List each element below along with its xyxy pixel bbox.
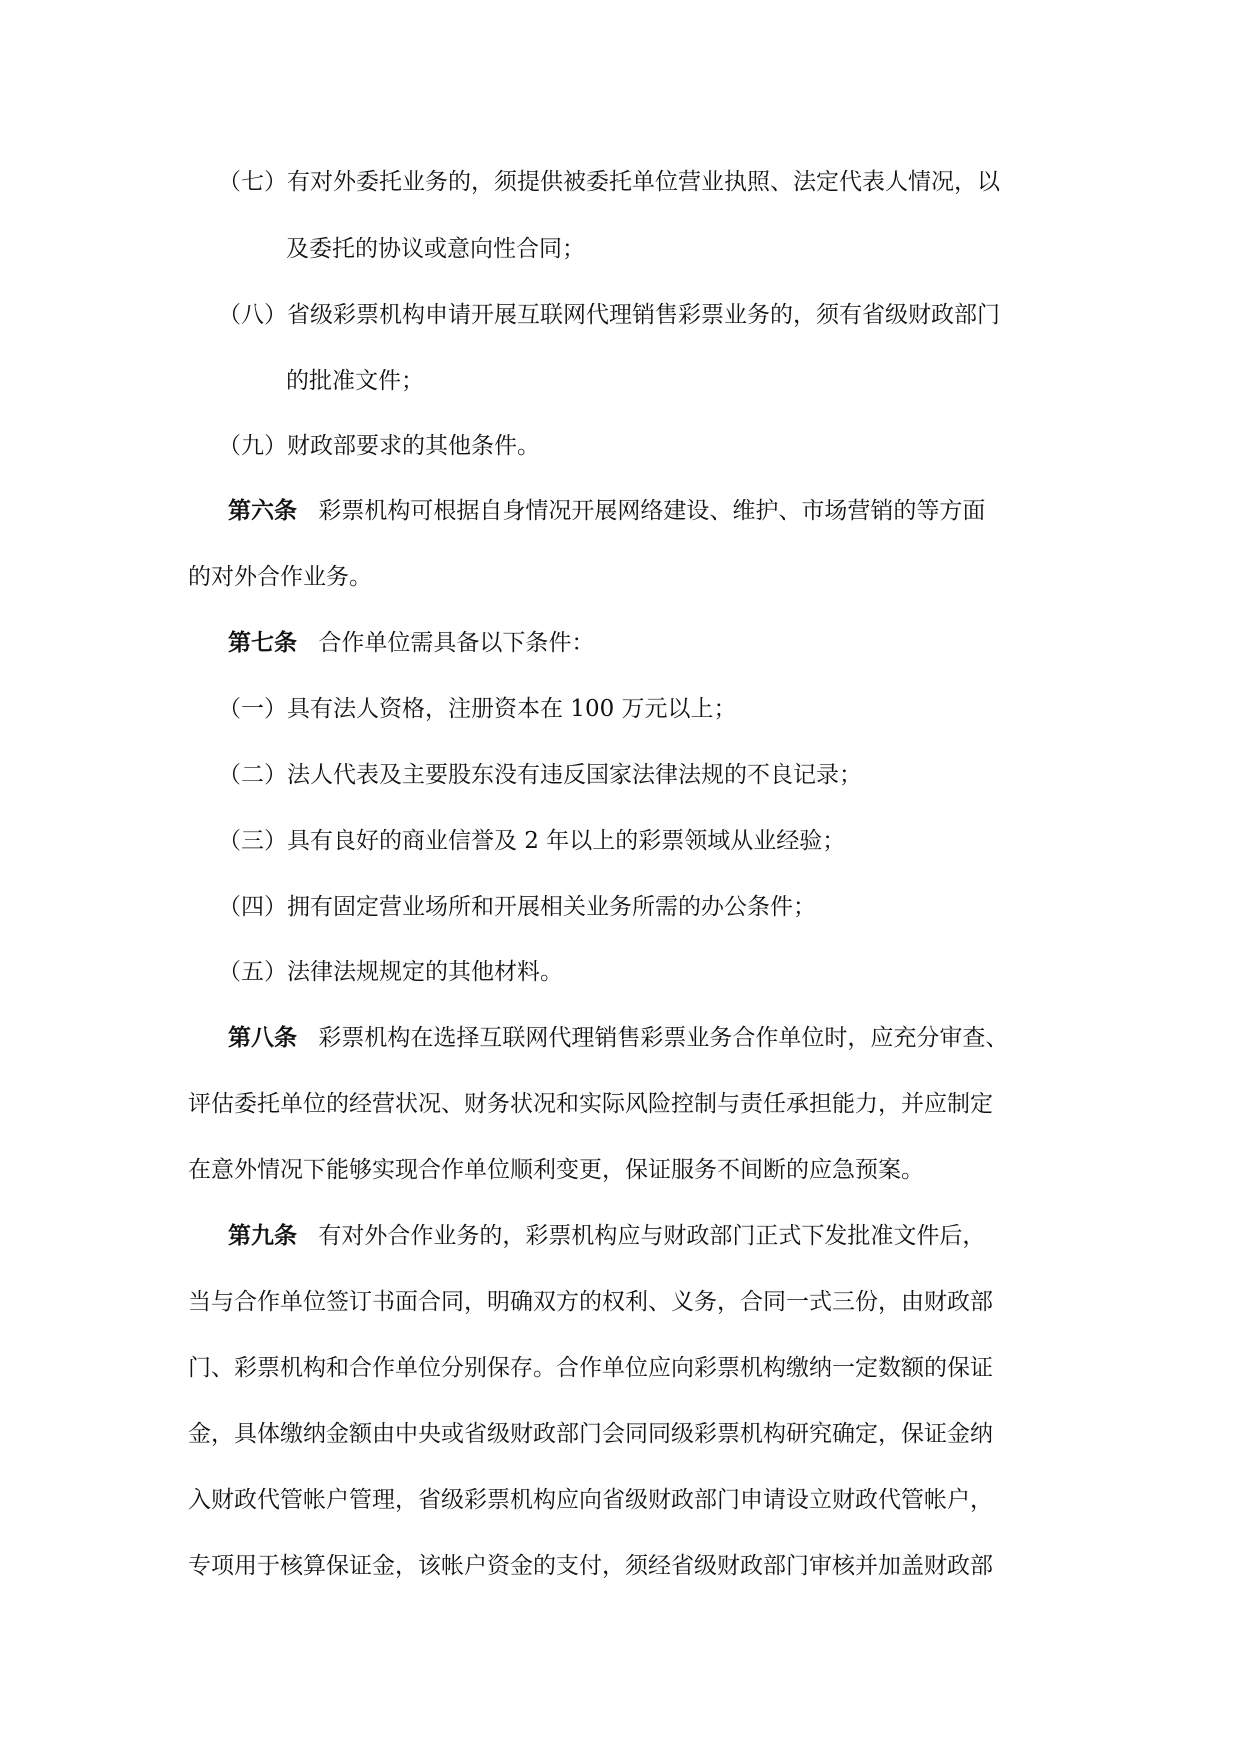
article-8-label: 第八条 <box>228 1024 297 1051</box>
article-7-condition-3: （三）具有良好的商业信誉及 2 年以上的彩票领域从业经验； <box>218 828 846 854</box>
article-9-line-5: 入财政代管帐户管理，省级彩票机构应向省级财政部门申请设立财政代管帐户， <box>188 1487 993 1513</box>
article-8-text-1: 彩票机构在选择互联网代理销售彩票业务合作单位时，应充分审查、 <box>318 1025 1009 1051</box>
item-7-line-1: （七）有对外委托业务的，须提供被委托单位营业执照、法定代表人情况，以 <box>218 169 1000 195</box>
article-9-label: 第九条 <box>228 1222 297 1249</box>
article-8-line-3: 在意外情况下能够实现合作单位顺利变更，保证服务不间断的应急预案。 <box>188 1157 924 1183</box>
article-7-label: 第七条 <box>228 629 297 656</box>
article-9-line-6: 专项用于核算保证金，该帐户资金的支付，须经省级财政部门审核并加盖财政部 <box>188 1553 993 1579</box>
article-7-condition-4: （四）拥有固定营业场所和开展相关业务所需的办公条件； <box>218 894 816 920</box>
article-8-line-1 <box>228 1023 1008 1053</box>
article-9-text-1: 有对外合作业务的，彩票机构应与财政部门正式下发批准文件后， <box>318 1223 986 1249</box>
article-9-line-2: 当与合作单位签订书面合同，明确双方的权利、义务，合同一式三份，由财政部 <box>188 1289 993 1315</box>
article-7-line-1 <box>228 628 594 658</box>
article-6-text-1: 彩票机构可根据自身情况开展网络建设、维护、市场营销的等方面 <box>318 498 986 524</box>
article-7-condition-1: （一）具有法人资格，注册资本在 100 万元以上； <box>218 696 737 722</box>
article-6-label: 第六条 <box>228 497 297 524</box>
article-8-line-2: 评估委托单位的经营状况、财务状况和实际风险控制与责任承担能力，并应制定 <box>188 1091 993 1117</box>
article-6-line-2: 的对外合作业务。 <box>188 564 372 590</box>
article-9-line-4: 金，具体缴纳金额由中央或省级财政部门会同同级彩票机构研究确定，保证金纳 <box>188 1421 993 1447</box>
article-9-line-1 <box>228 1221 985 1251</box>
item-8-line-2: 的批准文件； <box>286 368 424 394</box>
item-9: （九）财政部要求的其他条件。 <box>218 433 540 459</box>
article-9-line-3: 门、彩票机构和合作单位分别保存。合作单位应向彩票机构缴纳一定数额的保证 <box>188 1355 993 1381</box>
article-7-intro: 合作单位需具备以下条件： <box>318 630 595 656</box>
item-8-line-1: （八）省级彩票机构申请开展互联网代理销售彩票业务的，须有省级财政部门 <box>218 302 1000 328</box>
article-7-condition-5: （五）法律法规规定的其他材料。 <box>218 959 563 985</box>
item-7-line-2: 及委托的协议或意向性合同； <box>286 236 585 262</box>
article-6-line-1 <box>228 496 985 526</box>
article-7-condition-2: （二）法人代表及主要股东没有违反国家法律法规的不良记录； <box>218 762 862 788</box>
